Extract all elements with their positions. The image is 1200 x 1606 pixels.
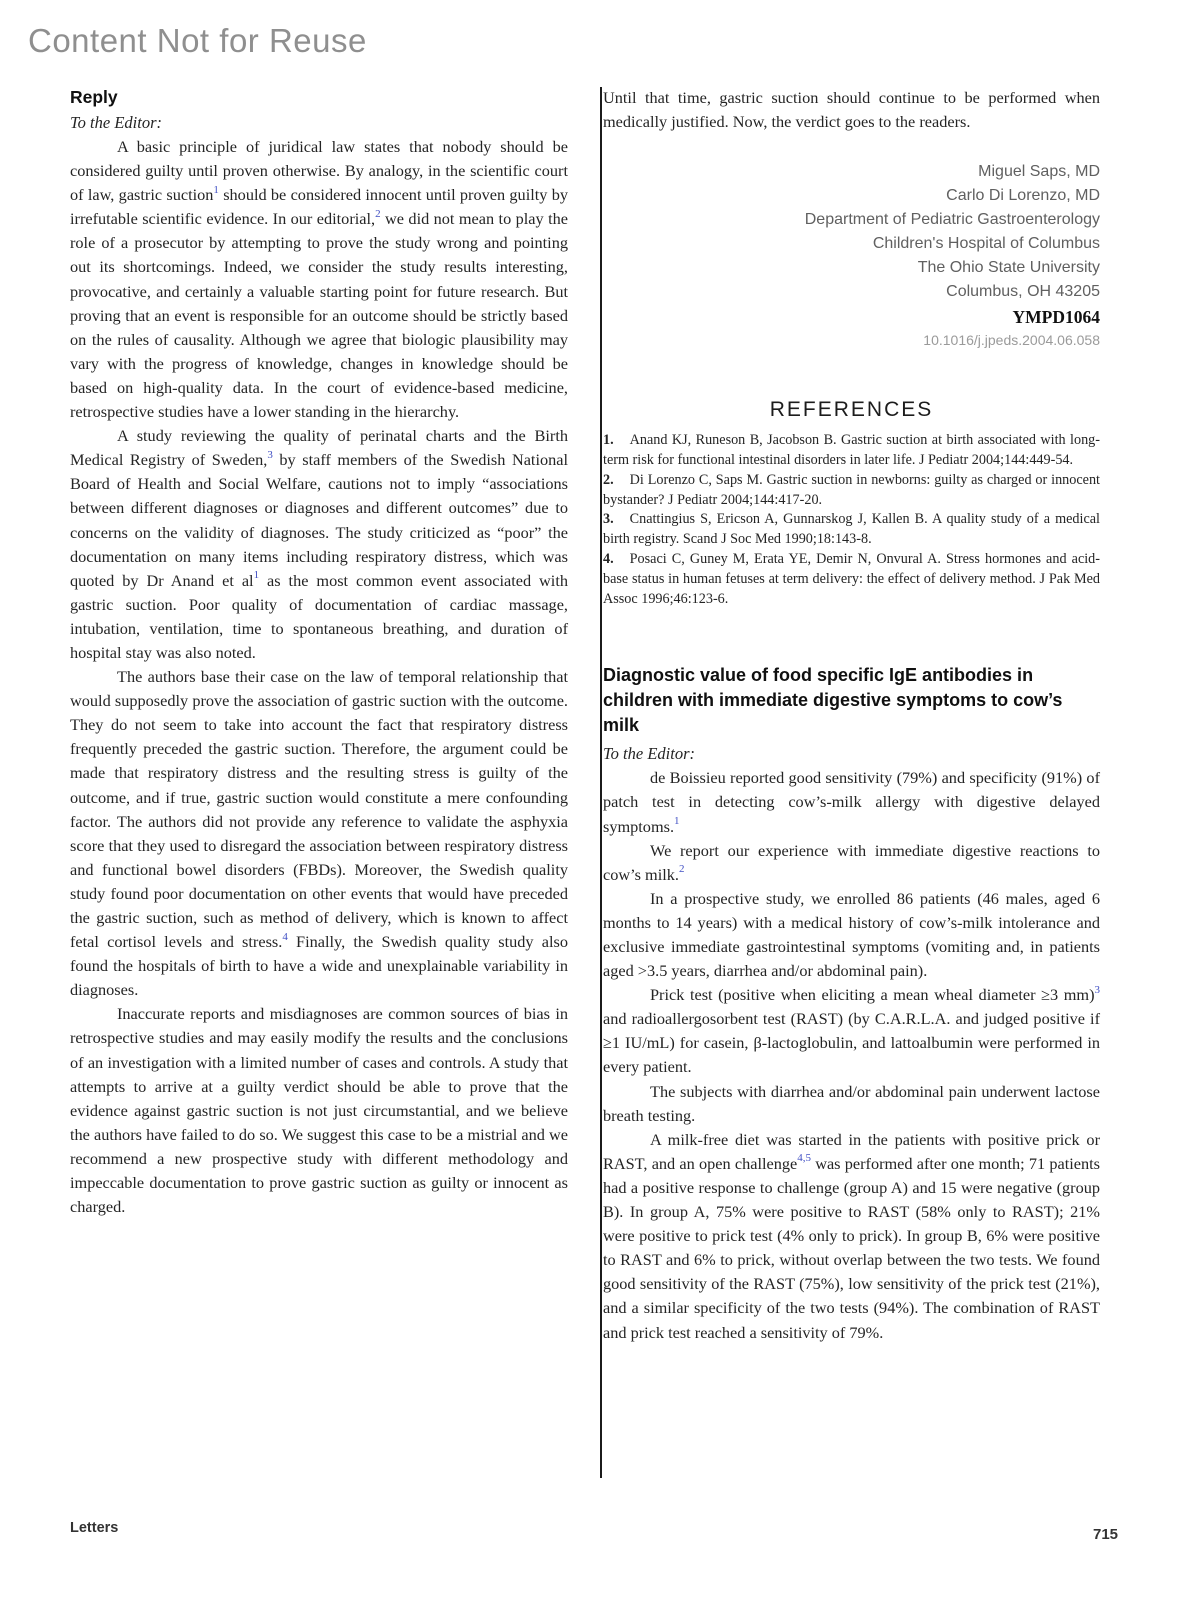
reference-number: 1. (603, 432, 614, 449)
reference-superscript: 3 (267, 448, 273, 461)
ige-paragraph: A milk-free diet was started in the patients with positive prick or RAST, and an open challenge$^{4,5}$ was performed after one month; 71 patients had a positive response to challenge (group A) and 15 were negative (group B). In group A, 75% were positive to RAST (58% only to RAST); 21% were positive to prick test (4% only to prick). In group B, 6% were positive to RAST and 6% to prick, without overlap between the two tests. We found good sensitivity of the RAST (75%), low sensitivity of the prick test (21%), and a similar specificity of the two tests (94%). The combination of RAST and prick test reached a sensitivity of 79%. (603, 1129, 1100, 1342)
reference-text: Di Lorenzo C, Saps M. Gastric suction in newborns: guilty as charged or innocent bystander? J Pediatr 2004;144:417-20. (603, 471, 1100, 508)
reference-item (603, 471, 1100, 511)
reference-text: Cnattingius S, Ericson A, Gunnarskog J, Kallen B. A quality study of a medical birth registry. Scand J Soc Med 1990;18:143-8. (603, 511, 1100, 548)
reference-superscript: 1 (674, 815, 680, 828)
reply-paragraph: Inaccurate reports and misdiagnoses are common sources of bias in retrospective studies and may easily modify the results and the conclusions of an investigation with a limited number of cases and controls. A study that attempts to arrive at a guilty verdict should be able to prove that the evidence against gastric suction is not just circumstantial, and we believe the authors have failed to do so. We suggest this case to be a mistrial and we recommend a new prospective study with different methodology and impeccable documentation to prove gastric suction as guilty or innocent as charged. (70, 1004, 568, 1217)
reference-superscript: 4 (282, 930, 288, 943)
left-column (70, 86, 568, 1219)
signature-line: Columbus, OH 43205 (946, 283, 1100, 301)
reference-item (603, 510, 1100, 550)
reply-paragraph: A study reviewing the quality of perinatal charts and the Birth Medical Registry of Sweden,$^3$ by staff members of the Swedish National Board of Health and Social Welfare, cautions not to imply “associations between different diagnoses or diagnoses and different outcomes” due to concerns on the validity of diagnoses. The study criticized as “poor” the documentation on many items including respiratory distress, which was quoted by Dr Anand et al$^1$ as the most common event associated with gastric suction. Poor quality of documentation of cardiac massage, intubation, ventilation, time to spontaneous breathing, and duration of hospital stay was also noted. (70, 426, 568, 662)
signature-block (603, 160, 1100, 304)
reference-superscript: 4,5 (797, 1152, 811, 1165)
references-list (603, 431, 1100, 609)
signature-line: Department of Pediatric Gastroenterology (804, 211, 1100, 229)
reference-text: Posaci C, Guney M, Erata YE, Demir N, Onvural A. Stress hormones and acid-base status in human fetuses at term delivery: the effect of delivery method. J Pak Med Assoc 1996;46:123-6. (603, 550, 1100, 607)
ige-letter-title: Diagnostic value of food specific IgE antibodies in children with immediate digestive symptoms to cow’s milk (603, 665, 1063, 736)
signature-line: The Ohio State University (917, 259, 1100, 277)
right-column (603, 86, 1100, 1345)
reference-superscript: 3 (1094, 983, 1100, 996)
ige-paragraph: We report our experience with immediate digestive reactions to cow’s milk.$^2$ (603, 840, 1100, 884)
reference-item (603, 431, 1100, 471)
reply-closing-paragraph: Until that time, gastric suction should continue to be performed when medically justified. Now, the verdict goes to the readers. (603, 88, 1100, 132)
manuscript-id: YMPD1064 (1012, 307, 1100, 328)
reply-paragraph: A basic principle of juridical law states that nobody should be considered guilty until proven otherwise. By analogy, in the scientific court of law, gastric suction$^1$ should be considered innocent until proven guilty by irrefutable scientific evidence. In our editorial,$^2$ we did not mean to play the role of a prosecutor by attempting to prove the study wrong and pointing out its shortcomings. Indeed, we consider the study results interesting, provocative, and certainly a valuable starting point for future research. But proving that an event is responsible for an outcome should be strictly based on the rules of causality. Although we agree that biologic plausibility may vary with the progress of knowledge, changes in knowledge should be based on high-quality data. In the court of evidence-based medicine, retrospective studies have a lower standing in the hierarchy. (70, 137, 568, 422)
reply-salutation: To the Editor: (70, 113, 162, 132)
ige-salutation: To the Editor: (603, 744, 695, 764)
reference-superscript: 2 (678, 863, 685, 876)
ige-paragraph: de Boissieu reported good sensitivity (79%) and specificity (91%) of patch test in detecting cow’s-milk allergy with digestive delayed symptoms.$^1$ (603, 768, 1100, 836)
signature-line: Carlo Di Lorenzo, MD (946, 187, 1100, 205)
reference-number: 4. (603, 550, 614, 567)
references-heading: REFERENCES (769, 398, 934, 422)
ige-letter (603, 663, 1100, 1344)
reference-number: 3. (603, 511, 614, 528)
reference-superscript: 2 (375, 207, 381, 220)
signature-line: Miguel Saps, MD (978, 163, 1100, 181)
ige-paragraph: The subjects with diarrhea and/or abdominal pain underwent lactose breath testing. (603, 1081, 1100, 1125)
reference-superscript: 1 (213, 183, 219, 196)
reference-number: 2. (603, 471, 614, 488)
column-divider (600, 87, 602, 1478)
watermark-text: Content Not for Reuse (28, 22, 367, 59)
signature-line: Children's Hospital of Columbus (872, 235, 1100, 253)
ige-paragraph: Prick test (positive when eliciting a mean wheal diameter ≥3 mm)$^3$ and radioallergosorbent test (RAST) (by C.A.R.L.A. and judged positive if ≥1 IU/mL) for casein, β-lactoglobulin, and lattoalbumin were performed in every patient. (603, 983, 1100, 1077)
reference-item (603, 550, 1100, 609)
ige-paragraph: In a prospective study, we enrolled 86 patients (46 males, aged 6 months to 14 years) with a medical history of cow’s-milk intolerance and exclusive immediate gastrointestinal symptoms (vomiting and, in patients aged >3.5 years, diarrhea and/or abdominal pain). (603, 888, 1100, 981)
page-number: 715 (1093, 1526, 1119, 1543)
reply-paragraph: The authors base their case on the law of temporal relationship that would supposedly prove the association of gastric suction with the outcome. They do not seem to take into account the fact that respiratory distress frequently preceded the gastric suction. Therefore, the argument could be made that respiratory distress and the resulting stress is guilty of the outcome, and if true, gastric suction would constitute a mere confounding factor. The authors did not provide any reference to validate the asphyxia score that they used to disregard the association between respiratory distress and functional bowel disorders (FBDs). Moreover, the Swedish quality study found poor documentation on other events that would have preceded the gastric suction, such as method of delivery, which is known to affect fetal cortisol levels and stress.$^4$ Finally, the Swedish quality study also found the hospitals of birth to have a wide and unexplainable variability in diagnoses. (70, 667, 568, 1000)
reply-letter-title: Reply (70, 87, 118, 107)
footer-section-label: Letters (70, 1520, 119, 1536)
reference-text: Anand KJ, Runeson B, Jacobson B. Gastric suction at birth associated with long-term risk for functional intestinal disorders in later life. J Pediatr 2004;144:449-54. (603, 432, 1100, 468)
reference-superscript: 1 (253, 569, 260, 582)
doi-text: 10.1016/j.jpeds.2004.06.058 (923, 332, 1100, 349)
